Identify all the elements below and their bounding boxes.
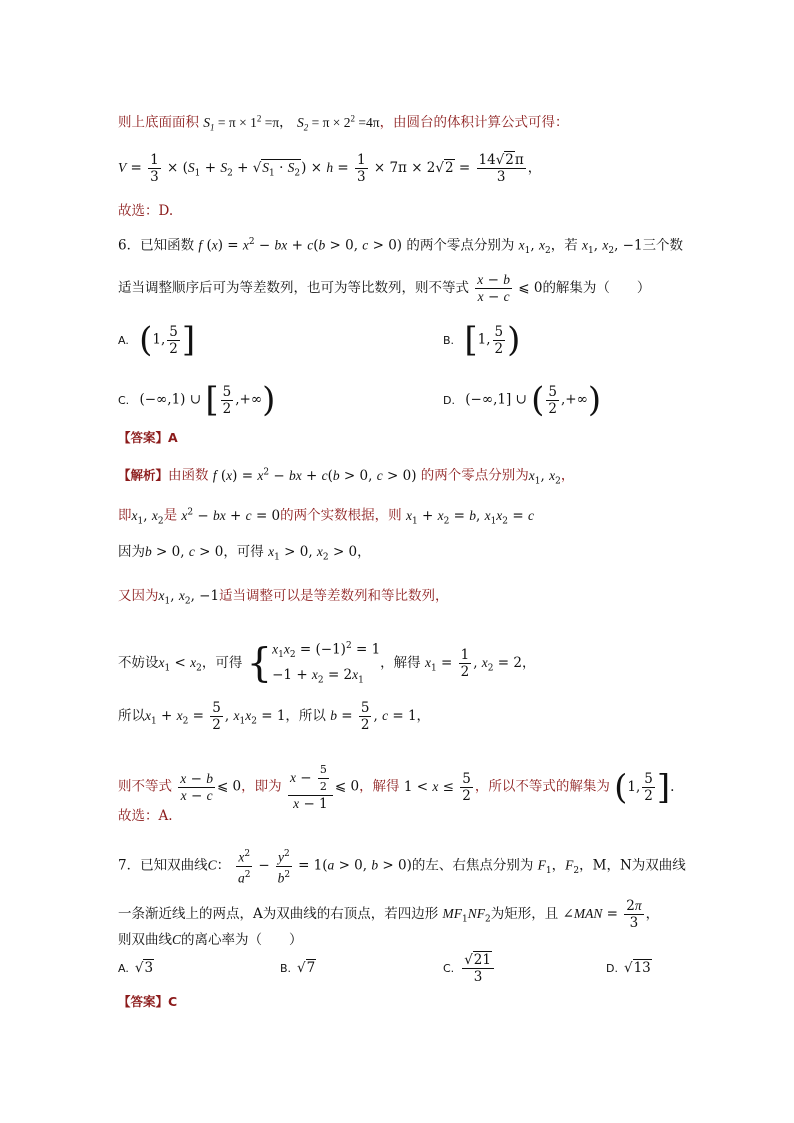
- analysis-line5: 不妨设$x_1 < x_2$，可得 {$x_1x_2 = (-1)^2 = 1$ $-1 + x_2 = 2x_1$，解得 $x_1$ = $\frac{1}{2}$ , $x_2 = 2$，: [118, 640, 536, 687]
- answer-5: 故选：D.: [118, 203, 174, 219]
- answer-6-final: 故选：A.: [118, 808, 173, 824]
- question-6-line2: 适当调整顺序后可为等差数列，也可为等比数列，则不等式 $\frac{x - b}{x - c}$ ⩽ 0的解集为（ ）: [118, 272, 651, 305]
- option-b[interactable]: B. [1, $\frac{5}{2}$ ): [443, 320, 521, 360]
- formula-s2: $S_2 = \pi \times 2^2 =4\pi$: [296, 113, 380, 133]
- question-7-line2: 一条渐近线上的两点，A为双曲线的右顶点，若四边形 $MF_1NF_2$为矩形，且 ∠MAN = $\frac{2\pi}{3}$ ，: [118, 898, 660, 931]
- analysis-line4: 又因为$x_1$, $x_2$, −1适当调整可以是等差数列和等比数列，: [118, 588, 449, 607]
- answer-7-label: 【答案】C: [118, 994, 178, 1009]
- option-a[interactable]: A. (1, $\frac{5}{2}$ ]: [118, 320, 196, 360]
- q7-option-b[interactable]: B. √7: [280, 960, 316, 976]
- formula-s1: $S_1 = \pi \times 1^2 =\pi$: [203, 113, 280, 133]
- analysis-line6: 所以$x_1 + x_2$ = $\frac{5}{2}$ , $x_1x_2 = 1$，所以 b = $\frac{5}{2}$ , c = 1，: [118, 700, 431, 733]
- q7-option-a[interactable]: A. √3: [118, 960, 154, 976]
- analysis-line3: 因为b > 0, c > 0，可得 $x_1 > 0$, $x_2 > 0$，: [118, 544, 371, 563]
- analysis-line2: 即$x_1$, $x_2$是 $x^2$ − bx + c = 0的两个实数根据，则 $x_1 + x_2 = b$, $x_1x_2 = c$: [118, 507, 534, 527]
- area-line: 则上底面面积 $S_1 = \pi \times 1^2 =\pi$， $S_2 = \pi \times 2^2 =4\pi$，由圆台的体积计算公式可得：: [118, 113, 569, 133]
- option-d[interactable]: D. (−∞,1] ∪ ( $\frac{5}{2}$ ,+∞): [443, 380, 602, 420]
- q7-option-d[interactable]: D. √13: [606, 960, 651, 976]
- q7-option-c[interactable]: C. $\frac{√21}{3}$: [443, 952, 496, 985]
- question-7-line1: 7．已知双曲线C： $\frac{x^2}{a^2}$ − $\frac{y^2}{b^2}$ = 1(a > 0, b > 0)的左、右焦点分别为 $F_1$，$F_2$，M，N为双曲线: [118, 846, 686, 886]
- option-c[interactable]: C. (−∞,1) ∪ [ $\frac{5}{2}$ ,+∞): [118, 380, 276, 420]
- analysis-line1: 【解析】由函数 f $(x) = x^2$ − bx + c(b > 0, c > 0) 的两个零点分别为$x_1$, $x_2$，: [118, 467, 575, 487]
- question-7-line3: 则双曲线C的离心率为（ ）: [118, 932, 303, 948]
- question-6-line1: 6．已知函数 f $(x) = x^2$ − bx + c(b > 0, c > 0) 的两个零点分别为 $x_1$, $x_2$，若 $x_1$, $x_2$, −1三个数: [118, 237, 684, 257]
- analysis-line7: 则不等式 $\frac{x - b}{x - c}$ ⩽ 0，即为 x − $\frac{5}{2}$ x − 1 ⩽ 0，解得 1 < x ≤ $\frac{5}{2}$ ，所以不等式的解集为 (1, $\frac{5}{2}$ ].: [118, 763, 675, 812]
- volume-formula: V = $\frac{1}{3}$ × $(S_1 + S_2 + √S_1 \cdot S_2) \times h$ = $\frac{1}{3}$ × 7π × 2√2 = $\frac{14√2\pi}{3}$ ，: [118, 152, 542, 185]
- answer-6-label: 【答案】A: [118, 430, 178, 445]
